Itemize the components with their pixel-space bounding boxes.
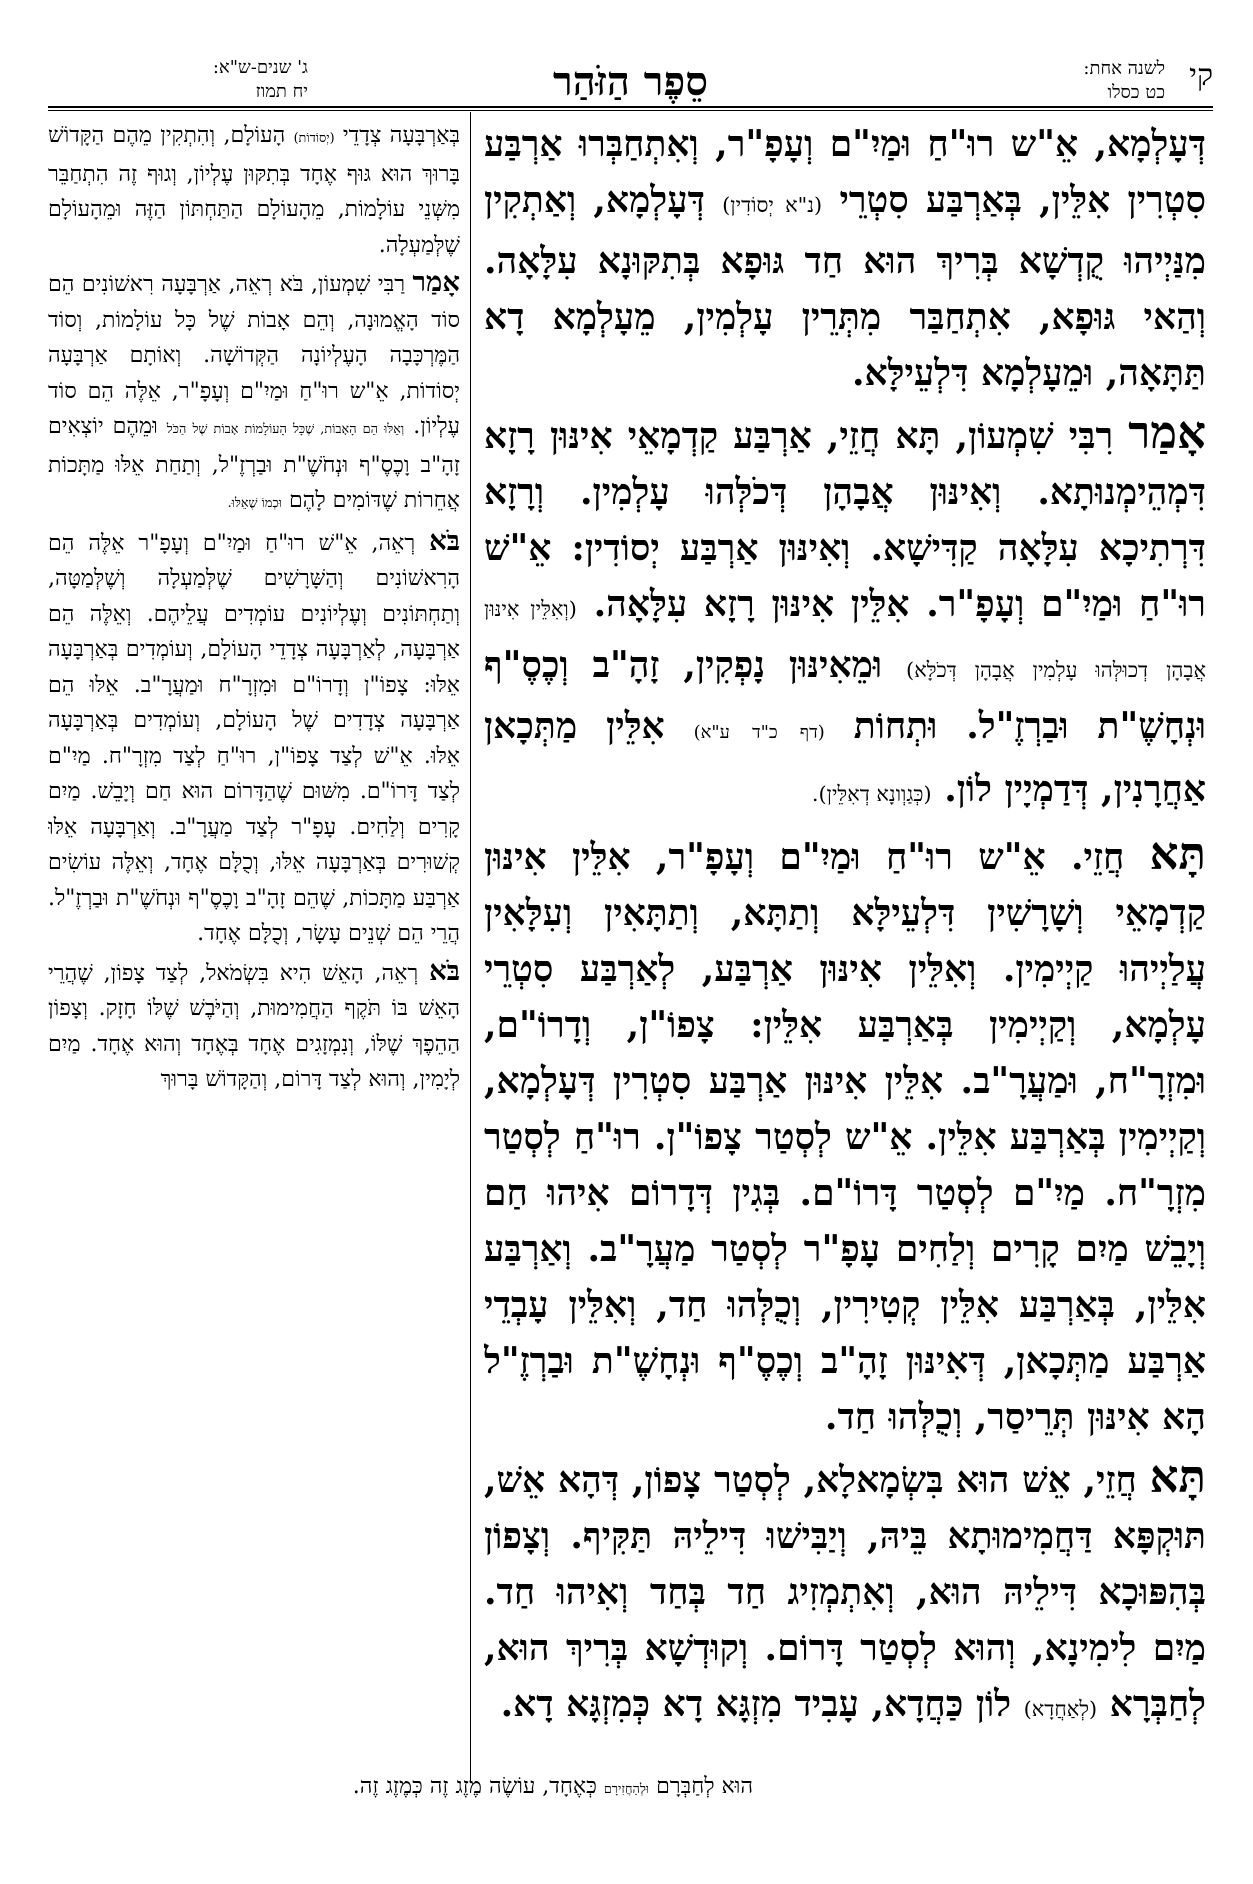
aramaic-text: דְּעָלְמָא, אֵ"ש רוּ"חַ וּמַיִ"ם וְעָפָ"ר, וְאִתְחַבְּרוּ אַרְבַּע סִטְרִין אִלֵּין, בְּאַרְבַּע סִטְרֵי [484,123,1206,221]
header-rule-thin [48,110,1213,111]
aramaic-paragraph [484,405,1206,822]
translation-paragraph [48,265,460,522]
schedule-one-year: לשנה אחת: [1083,58,1165,79]
translation-continuation [60,1770,753,1807]
translation-text: בְּאַרְבָּעָה צְדָדֵי [342,123,460,148]
translation-text: הָעוֹלָם, וְהִתְקִין מֵהֶם הַקָּדוֹשׁ בָּרוּךְ הוּא גּוּף אֶחָד בְּתִקּוּן עֶלְיוֹן, וְגוּף זֶה הִתְחַבֵּר מִשְּׁנֵי עוֹלָמוֹת, מֵהָעוֹלָם הַתַּחְתּוֹן הַזֶּה וּמֵהָעוֹלָם שֶׁלְּמַעְלָה. [48,123,460,258]
aramaic-paragraph [484,1449,1206,1737]
variant-note: (יְסוֹדוֹת) [293,131,335,146]
variant-note: וְאֵלּוּ הֵם הָאָבוֹת, שֶׁכָּל הָעוֹלָמוֹת אָבוֹת שֶׁל הַכֹּל [166,422,405,437]
book-title: סֵפֶר הַזֹּהַר [553,58,708,105]
translation-text: רַבִּי שִׁמְעוֹן, בֹּא רְאֵה, אַרְבָּעָה רִאשׁוֹנִים הֵם סוֹד הָאֱמוּנָה, וְהֵם אָבוֹת שֶׁל כָּל עוֹלָמוֹת, וְסוֹד הַמֶּרְכָּבָה הָעֶלְיוֹנָה הַקְּדוֹשָׁה. וְאוֹתָם אַרְבָּעָה יְסוֹדוֹת, אֵ"ש רוּ"חַ וּמַיִ"ם וְעָפָ"ר, אֵלֶּה הֵם סוֹד עֶלְיוֹן. [48,272,460,439]
translation-text: רְאֵה, אֵ"שׁ רוּ"חַ וּמַיִ"ם וְעָפָ"ר אֵלֶּה הֵם הָרִאשׁוֹנִים וְהַשָּׁרָשִׁים שֶׁלְּמַעְלָה וְשֶׁלְּמַטָּה, וְתַחְתּוֹנִים וְעֶלְיוֹנִים עוֹמְדִים עֲלֵיהֶם. וְאֵלֶּה הֵם אַרְבָּעָה, לְאַרְבָּעָה צְדָדֵי הָעוֹלָם, וְעוֹמְדִים בְּאַרְבָּעָה אֵלּוּ: צָפוֹ"ן וְדָרוֹ"ם וּמִזְרָ"ח וּמַעֲרָ"ב. אֵלּוּ הֵם אַרְבָּעָה צְדָדִים שֶׁל הָעוֹלָם, וְעוֹמְדִים בְּאַרְבָּעָה אֵלּוּ. אֵ"שׁ לְצַד צָפוֹ"ן, רוּ"חַ לְצַד מִזְרָ"ח. מַיִ"ם לְצַד דָּרוֹ"ם. מִשּׁוּם שֶׁהַדָּרוֹם הוּא חַם וְיָבֵשׁ. מַיִם קָרִים וְלַחִים. עָפָ"ר לְצַד מַעֲרָ"ב. וְאַרְבָּעָה אֵלּוּ קְשׁוּרִים בְּאַרְבָּעָה אֵלּוּ, וְכֻלָּם אֶחָד, וְאֵלֶּה עוֹשִׂים אַרְבַּע מַתָּכוֹת, שֶׁהֵם זָהָ"ב וָכֶסֶ"ף וּנְחֹשֶׁ"ת וּבַרְזֶ"ל. הֲרֵי הֵם שְׁנֵים עָשָׂר, וְכֻלָּם אֶחָד. [48,530,460,946]
variant-note: וּלְהַחֲזִירָם [603,1782,650,1797]
header-rule [48,106,1213,108]
header-left [48,56,308,104]
variant-note: (נ"א יְסוֹדִין) [722,193,823,217]
hebrew-translation-column [48,118,460,1778]
lead-word: בֹּא [429,954,460,987]
aramaic-paragraph [484,826,1206,1445]
translation-paragraph [48,954,460,1098]
variant-note: וּכְמוֹ שֶׁאֵלּוּ. [227,496,282,511]
variant-note: (לְאַחֲדָא) [1023,1697,1098,1721]
translation-paragraph [48,524,460,952]
page-header [48,56,1213,106]
lead-word: תָּא [1149,827,1206,880]
aramaic-text: חֲזֵי. אֵ"ש רוּ"חַ וּמַיִ"ם וְעָפָ"ר, אִלֵּין אִינּוּן קַדְמָאֵי וְשָׁרָשִׁין דִּלְעֵילָּא וְתַתָּא, וְתַתָּאִין וְעִלָּאִין עֲלַיְיהוּ קַיְימִין. וְאִלֵּין אִינּוּן אַרְבַּע, לְאַרְבַּע סִטְרֵי עָלְמָא, וְקַיְימִין בְּאַרְבַּע אִלֵּין: צָפוֹ"ן, וְדָרוֹ"ם, וּמִזְרָ"ח, וּמַעֲרָ"ב. אִלֵּין אִינּוּן אַרְבַּע סִטְרִין דְּעָלְמָא, וְקַיְימִין בְּאַרְבַּע אִלֵּין. אֵ"ש לְסְטַר צָפוֹ"ן. רוּ"חַ לְסְטַר מִזְרָ"ח. מַיִ"ם לְסְטַר דָּרוֹ"ם. בְּגִין דְּדָרוֹם אִיהוּ חַם וְיָבֵשׁ מַיִם קָרִים וְלַחִים עָפָ"ר לְסְטַר מַעֲרָ"ב. וְאַרְבַּע אִלֵּין, בְּאַרְבַּע אִלֵּין קְטִירִין, וְכֻלְּהוּ חַד, וְאִלֵּין עָבְדֵי אַרְבַּע מַתְּכָאן, דְּאִינּוּן זָהָ"ב וְכֶסֶ"ף וּנְחָשֶׁ"ת וּבַרְזֶ"ל הָא אִינּוּן תְּרֵיסַר, וְכֻלְּהוּ חַד. [484,836,1206,1438]
translation-text: רְאֵה, הָאֵשׁ הִיא בִּשְׂמֹאל, לְצַד צָפוֹן, שֶׁהֲרֵי הָאֵשׁ בּוֹ תֹּקֶף הַחֲמִימוּת, וְהַיֹּבֶשׁ שֶׁלּוֹ חָזָק. וְצָפוֹן הַהֵפֶךְ שֶׁלּוֹ, וְנִמְזָגִים אֶחָד בְּאֶחָד וְהוּא אֶחָד. מַיִם לְיָמִין, וְהוּא לְצַד דָּרוֹם, וְהַקָּדוֹשׁ בָּרוּךְ [48,960,460,1092]
schedule-three-years-date: יח תמוז [255,81,308,102]
aramaic-text: רִבִּי שִׁמְעוֹן, תָּא חֲזֵי, אַרְבַּע קַדְמָאֵי אִינּוּן רָזָא דִּמְהֵימְנוּתָא. וְאִינּוּן אֲבָהָן דְּכֹלְּהוּ עָלְמִין. וְרָזָא דִּרְתִיכָא עִלָּאָה קַדִּישָׁא. וְאִינּוּן אַרְבַּע יְסוֹדִין: אֵ"שׁ רוּ"חַ וּמַיִ"ם וְעָפָ"ר. אִלֵּין אִינּוּן רָזָא עִלָּאָה. [484,415,1206,625]
translation-text: כְּאֶחָד, עוֹשֶׂה מֶזֶג זֶה כְּמֶזֶג זֶה. [352,1774,597,1799]
aramaic-text: אִלֵּין מַתְּכָאן אַחֲרָנִין, דְּדַמְיָין לוֹן. [484,705,1206,810]
aramaic-column [484,116,1206,1786]
aramaic-text: לוֹן כַּחֲדָא, עָבִיד מִזְגָּא דָא כְּמִזְגָּא דָא. [500,1683,1012,1725]
lead-word: אָמַר [1128,406,1206,459]
folio-number: קי [1189,58,1213,93]
translation-text: הוּא לְחַבְּרָם [656,1774,753,1799]
schedule-one-year-date: כט כסלו [1107,82,1165,103]
lead-word: בֹּא [429,524,460,557]
variant-note: (וְאִלֵּין אִינּוּן אֲבָהָן דְכוּלְּהוּ עָלְמִין אֲבָהָן דְּכֹלָּא) [484,597,1206,682]
aramaic-text: דְּעָלְמָא, וְאַתְקִין מִנַּיְיהוּ קֻדְשָׁא בְּרִיךְ הוּא חַד גּוּפָא בְּתִקּוּנָא עִלָּאָה. וְהַאי גּוּפָא, אִתְחַבַּר מִתְּרֵין עָלְמִין, מֵעָלְמָא דָא תַּתָּאָה, וּמֵעָלְמָא דִּלְעֵילָּא. [484,179,1206,394]
schedule-three-years: ג' שנים-ש"א: [212,57,308,78]
column-divider [470,112,471,1782]
translation-paragraph [48,118,460,263]
page-reference: (דף כ"ד ע"א) [693,722,825,743]
lead-word: תָּא [1149,1450,1206,1503]
variant-note: (כְּגַוְונָא דְאִלֵּין). [811,782,932,806]
lead-word: אָמַר [412,266,460,298]
aramaic-text: חֲזֵי, אֵשׁ הוּא בִּשְׂמָאלָא, לְסְטַר צָפוֹן, דְּהָא אֵשׁ, תּוּקְפָּא דַּחֲמִימוּתָא בֵּיהּ, וְיַבִּישׁוּ דִּילֵיהּ תַּקִּיף. וְצָפוֹן בְּהִפּוּכָא דִּילֵיהּ הוּא, וְאִתְמְזִיג חַד בְּחַד וְאִיהוּ חַד. מַיִם לִימִינָא, וְהוּא לְסְטַר דָּרוֹם. וְקוּדְשָׁא בְּרִיךְ הוּא, לְחַבְּרָא [484,1459,1206,1725]
translation-text: וּמֵהֶם יוֹצְאִים זָהָ"ב וָכֶסֶ"ף וּנְחֹשֶׁ"ת וּבַרְזֶ"ל, וְתַחַת אֵלּוּ מַתָּכוֹת אֲחֵרוֹת שֶׁדּוֹמִים לָהֶם [48,414,460,513]
aramaic-text: וּמֵאִינּוּן נָפְקִין, זָהָ"ב וְכֶסֶ"ף וּנְחָשֶׁ"ת וּבַרְזֶ"ל. וּתְחוֹת [484,644,1206,747]
aramaic-paragraph [484,116,1206,401]
